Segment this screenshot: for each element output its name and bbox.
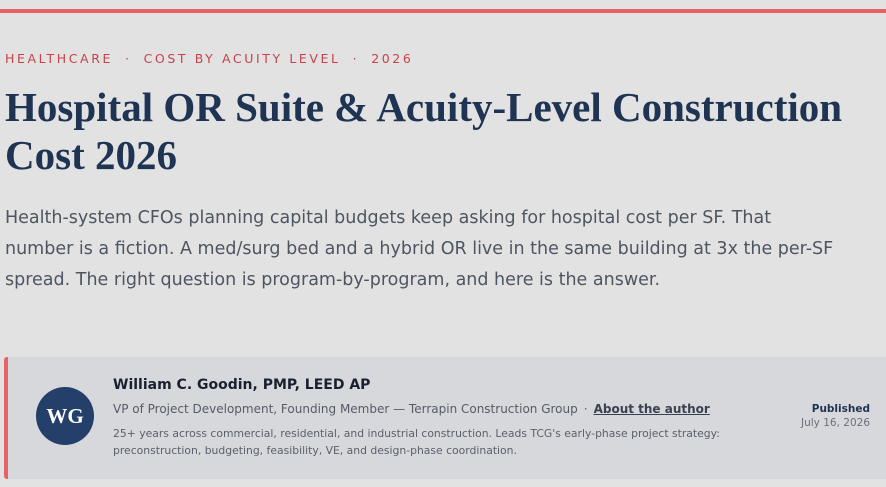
eyebrow-breadcrumb bbox=[5, 51, 413, 66]
article-lede: Health-system CFOs planning capital budgets keep asking for hospital cost per SF. That number is a fiction. A med/surg bed and a hybrid OR live in the same building at 3x the per-SF spread. The right question is program-by-program, and here is the answer. bbox=[5, 208, 834, 290]
author-role: VP of Project Development, Founding Member — Terrapin Construction Group bbox=[113, 402, 578, 416]
eyebrow-separator: · bbox=[125, 51, 132, 66]
eyebrow-category[interactable]: HEALTHCARE bbox=[5, 51, 113, 66]
author-card bbox=[4, 357, 886, 479]
top-accent-rule bbox=[0, 9, 886, 13]
author-bio: 25+ years across commercial, residential, and industrial construction. Leads TCG's early-phase project strategy: preconstruction, budgeting, feasibility, VE, and design-phase coordination. bbox=[113, 427, 720, 457]
eyebrow-year: 2026 bbox=[371, 51, 414, 66]
avatar: WG bbox=[36, 387, 94, 445]
eyebrow-topic[interactable]: COST BY ACUITY LEVEL bbox=[143, 51, 341, 66]
published-block bbox=[801, 403, 870, 429]
author-name: William C. Goodin, PMP, LEED AP bbox=[113, 377, 371, 393]
published-label: Published bbox=[811, 403, 870, 415]
published-date: July 16, 2026 bbox=[801, 417, 870, 429]
eyebrow-separator: · bbox=[352, 51, 360, 66]
page-title: Hospital OR Suite & Acuity-Level Construction Cost 2026 bbox=[5, 84, 843, 178]
about-author-link[interactable]: About the author bbox=[593, 402, 710, 416]
author-role-line bbox=[113, 402, 710, 416]
author-separator: · bbox=[583, 402, 588, 416]
